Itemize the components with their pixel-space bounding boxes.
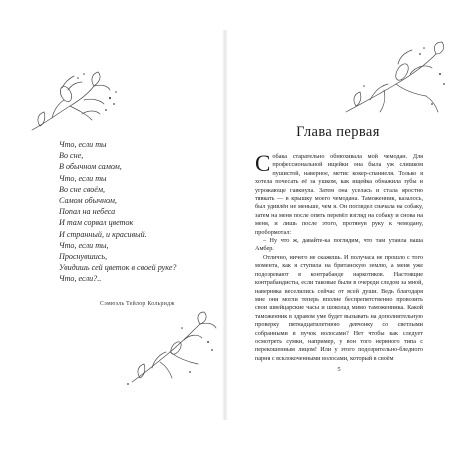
poem-attribution: Сэмюэль Тейлор Кольридж (100, 301, 175, 307)
poem-line: Увидишь сей цветок в своей руке? (59, 263, 177, 273)
poem-line: Что, если ты (59, 140, 107, 149)
poem-line: Что, если?.. (59, 274, 102, 284)
poem-line: В обычном самом, (59, 162, 122, 172)
poem-line: И странный, и красивый. (59, 229, 147, 239)
poem-line: Что, если ты, (59, 240, 109, 250)
drop-cap: С (255, 151, 271, 176)
poem-line: Во сне своём, (59, 184, 106, 194)
right-page (228, 0, 450, 450)
poem-line: Самом обычном, (59, 196, 117, 206)
right-floral-ornament-icon (340, 42, 448, 120)
poem-line: Что, если ты (59, 173, 107, 183)
paragraph-text: обака старательно обнюхивала мой чемодан. Для профессиональной ищейки она была уж слишком пушистой, наверное, метис кокер-спаниеля. Только я хотела почесать её за ушком, как ищейка обнажила зубы и угрожающе гавкнула. Затем она уселась и стала яростно тявкать — в крышку моего чемодана. Таможенник, казалось, был удивлён не меньше, чем я. Он поглядел сначала на собаку, затем на меня после опять перевёл взгляд на собаку и снова на меня, и лишь после этого, протянув руку к чемодану, пробормотал: (255, 153, 423, 236)
left-bottom-floral-ornament-icon (118, 312, 218, 390)
poem-line: И там сорвал цветок (59, 218, 134, 228)
chapter-body (255, 153, 423, 363)
poem-line: Попал на небеса (59, 207, 116, 217)
left-page (0, 0, 222, 450)
poem-epigraph (59, 139, 209, 285)
poem-line: Проснувшись, (59, 252, 108, 262)
left-floral-ornament-icon (22, 70, 127, 140)
page-number: 5 (337, 366, 341, 373)
paragraph (255, 153, 423, 237)
paragraph: – Ну что ж, давайте-ка поглядим, что там утаила ваша Амбер. (255, 237, 423, 253)
chapter-title: Глава первая (296, 124, 380, 140)
poem-line: Во сне, (59, 151, 84, 161)
paragraph: Отлично, ничего не скажешь. И получаса не прошло с того момента, как я ступила на британскую землю, а меня уже подозревают в контрабанде наркотиков. Настоящие контрабандисты, если таковые были в очереди следом за мной, наверняка веселились сейчас от всей души. Ведь благодаря мне они могли теперь вполне беспрепятственно провозить свои швейцарские часы и шоколад мимо таможенника. Какой таможенник в здравом уме будет вызывать на дополнительную проверку пятнадцатилетнюю девчонку со светлыми собранными в пучок волосами? Нет чтобы как следует осмотреть сумки, например, у вон того нервного типа с перекошенным лицом! Или у этого подозрительно-бледного парня с всклокоченными волосами, который в своём (255, 253, 423, 362)
